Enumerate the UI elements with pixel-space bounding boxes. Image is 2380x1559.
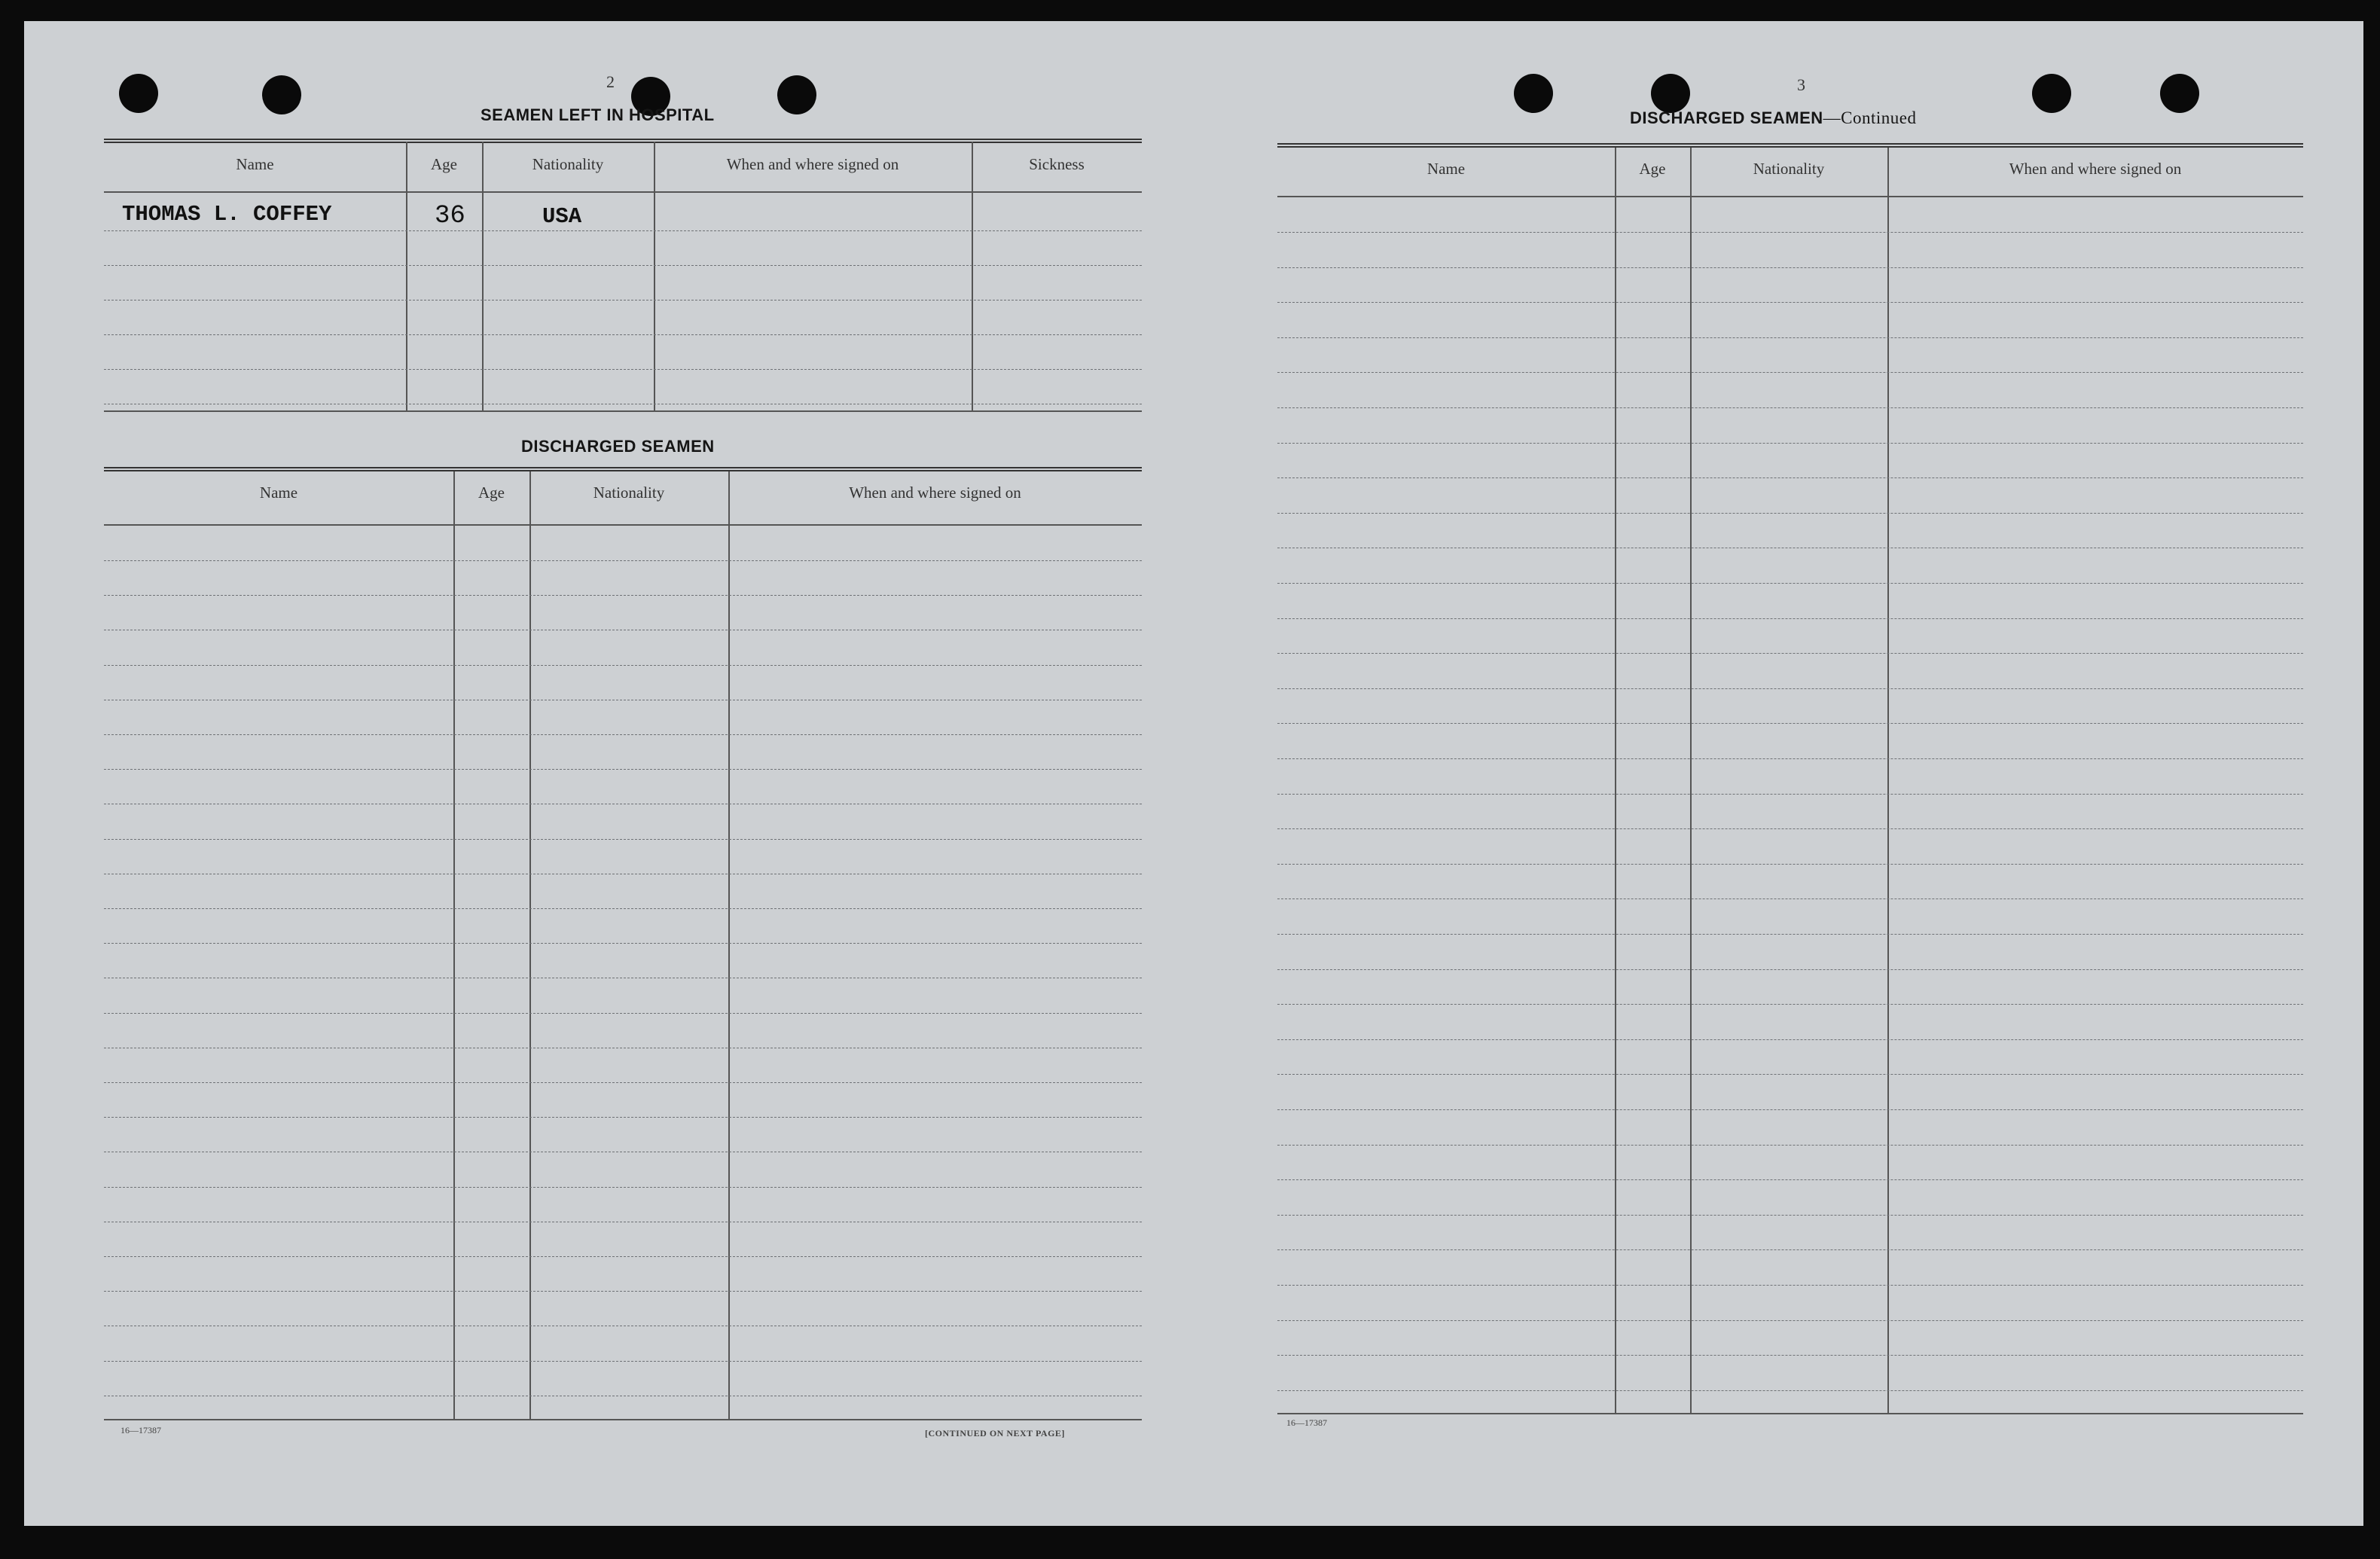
row-rule: [1277, 1320, 2303, 1321]
punch-hole: [262, 75, 301, 114]
row-rule: [104, 908, 1142, 909]
column-header-name: Name: [259, 484, 298, 502]
column-divider: [406, 142, 407, 410]
row-rule: [104, 1291, 1142, 1292]
column-header-age: Age: [478, 484, 505, 502]
row-rule: [1277, 232, 2303, 233]
column-divider: [972, 142, 973, 410]
hospital-section-title: SEAMEN LEFT IN HOSPITAL: [481, 105, 715, 124]
column-header-signed-on: When and where signed on: [2009, 160, 2182, 178]
row-rule: [104, 1082, 1142, 1083]
punch-hole: [2032, 74, 2071, 113]
table-bottom-rule: [1277, 1413, 2303, 1414]
form-number: 16—17387: [121, 1425, 161, 1435]
page-number: 3: [1797, 75, 1805, 94]
column-divider: [453, 471, 455, 1419]
row-rule: [1277, 758, 2303, 759]
row-rule: [1277, 688, 2303, 689]
column-header-sickness: Sickness: [1029, 155, 1085, 173]
column-header-nationality: Nationality: [593, 484, 665, 502]
table-top-rule: [1277, 143, 2303, 148]
hospital-row-name: THOMAS L. COFFEY: [122, 202, 332, 227]
row-rule: [104, 943, 1142, 944]
row-rule: [1277, 1039, 2303, 1040]
row-rule: [1277, 618, 2303, 619]
row-rule: [104, 769, 1142, 770]
column-header-age: Age: [1639, 160, 1666, 178]
discharged-section-title: DISCHARGED SEAMEN: [521, 437, 715, 456]
row-rule: [1277, 1215, 2303, 1216]
column-header-nationality: Nationality: [1753, 160, 1825, 178]
column-divider: [728, 471, 730, 1419]
row-rule: [1277, 1109, 2303, 1110]
column-divider: [654, 142, 655, 410]
row-rule: [1277, 898, 2303, 899]
row-rule: [104, 839, 1142, 840]
title-text: DISCHARGED SEAMEN: [1630, 108, 1823, 127]
punch-hole: [1514, 74, 1553, 113]
row-rule: [1277, 407, 2303, 408]
row-rule: [1277, 513, 2303, 514]
row-rule: [1277, 1004, 2303, 1005]
row-rule: [104, 1361, 1142, 1362]
column-header-name: Name: [1426, 160, 1466, 178]
punch-hole: [1651, 74, 1690, 113]
row-rule: [104, 300, 1142, 301]
row-rule: [1277, 1285, 2303, 1286]
row-rule: [104, 334, 1142, 335]
column-header-nationality: Nationality: [532, 155, 604, 173]
row-rule: [1277, 794, 2303, 795]
row-rule: [104, 1187, 1142, 1188]
row-rule: [1277, 443, 2303, 444]
column-header-signed-on: When and where signed on: [726, 155, 899, 173]
row-rule: [104, 1117, 1142, 1118]
row-rule: [1277, 969, 2303, 970]
row-rule: [104, 265, 1142, 266]
page-number: 2: [606, 72, 615, 91]
punch-hole: [2160, 74, 2199, 113]
row-rule: [1277, 1249, 2303, 1250]
form-number: 16—17387: [1286, 1417, 1327, 1428]
row-rule: [104, 665, 1142, 666]
row-rule: [1277, 372, 2303, 373]
row-rule: [1277, 477, 2303, 478]
row-rule: [104, 1256, 1142, 1257]
table-bottom-rule: [104, 410, 1142, 412]
row-rule: [1277, 337, 2303, 338]
header-rule: [1277, 196, 2303, 197]
row-rule: [1277, 723, 2303, 724]
row-rule: [1277, 934, 2303, 935]
row-rule: [1277, 267, 2303, 268]
punch-hole: [777, 75, 816, 114]
row-rule: [1277, 653, 2303, 654]
column-divider: [482, 142, 484, 410]
row-rule: [1277, 302, 2303, 303]
row-rule: [104, 734, 1142, 735]
row-rule: [1277, 828, 2303, 829]
column-header-signed-on: When and where signed on: [849, 484, 1021, 502]
column-header-age: Age: [431, 155, 457, 173]
row-rule: [104, 1013, 1142, 1014]
hospital-row-nationality: USA: [542, 204, 582, 229]
header-rule: [104, 191, 1142, 193]
row-rule: [1277, 864, 2303, 865]
manifest-sheet: [24, 21, 2363, 1526]
row-rule: [104, 560, 1142, 561]
continued-note: [CONTINUED ON NEXT PAGE]: [925, 1428, 1065, 1438]
row-rule: [1277, 1179, 2303, 1180]
hospital-row-age: 36: [435, 202, 465, 230]
row-rule: [1277, 1390, 2303, 1391]
row-rule: [104, 369, 1142, 370]
title-suffix: —Continued: [1823, 108, 1917, 127]
row-rule: [1277, 1355, 2303, 1356]
table-top-rule: [104, 467, 1142, 471]
row-rule: [104, 230, 1142, 231]
row-rule: [1277, 583, 2303, 584]
column-divider: [529, 471, 531, 1419]
punch-hole: [119, 74, 158, 113]
column-header-name: Name: [236, 155, 274, 173]
row-rule: [104, 595, 1142, 596]
row-rule: [1277, 1145, 2303, 1146]
discharged-continued-title: [1630, 108, 1916, 128]
table-top-rule: [104, 139, 1142, 143]
row-rule: [1277, 1074, 2303, 1075]
table-bottom-rule: [104, 1419, 1142, 1420]
header-rule: [104, 524, 1142, 526]
